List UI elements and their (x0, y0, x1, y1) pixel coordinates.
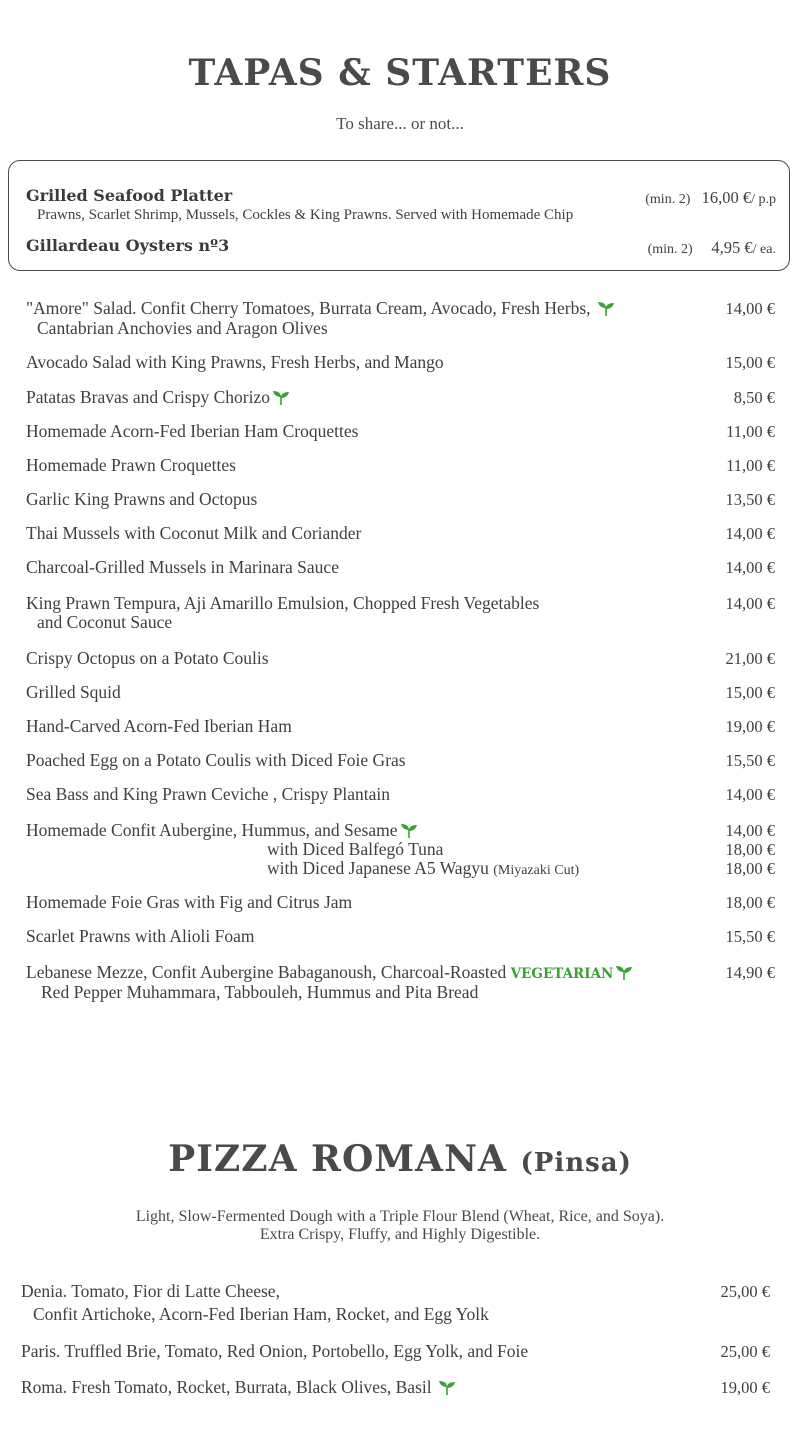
menu-item-desc: and Coconut Sauce (37, 612, 173, 632)
menu-item-price: 21,00 € (725, 649, 775, 668)
menu-item-price: 14,00 € (725, 299, 775, 318)
min-note: (min. 2) (645, 192, 691, 207)
menu-item-price: 19,00 € (720, 1378, 770, 1397)
menu-item-name: Roma. Fresh Tomato, Rocket, Burrata, Black Olives, Basil (21, 1377, 432, 1397)
menu-item-name: Sea Bass and King Prawn Ceviche , Crispy Plantain (26, 784, 391, 804)
menu-item (26, 299, 615, 318)
pizza-title-main: PIZZA ROMANA (168, 1138, 507, 1180)
menu-item-name: King Prawn Tempura, Aji Amarillo Emulsion, Chopped Fresh Vegetables (26, 593, 540, 613)
menu-item-variant-price: 18,00 € (725, 859, 775, 878)
menu-item-name: Poached Egg on a Potato Coulis with Diced Foie Gras (26, 750, 406, 770)
featured-item-price (648, 238, 776, 258)
pizza-description: Extra Crispy, Fluffy, and Highly Digestible. (259, 1226, 541, 1243)
vegetarian-badge: VEGETARIAN (510, 966, 614, 982)
featured-item-desc: Prawns, Scarlet Shrimp, Mussels, Cockles & King Prawns. Served with Homemade Chip (37, 207, 574, 223)
pizza-title (0, 1138, 800, 1180)
menu-item-name: Garlic King Prawns and Octopus (26, 489, 258, 509)
menu-item-variant-price: 18,00 € (725, 840, 775, 859)
menu-item-desc: Red Pepper Muhammara, Tabbouleh, Hummus and Pita Bread (41, 982, 479, 1002)
featured-item-name: Gillardeau Oysters nº3 (26, 236, 230, 255)
sprout-icon (438, 1379, 456, 1395)
featured-item-price (645, 188, 776, 208)
menu-item-price: 25,00 € (720, 1342, 770, 1361)
menu-item-name: Charcoal-Grilled Mussels in Marinara Sauce (26, 557, 339, 577)
menu-item (26, 963, 633, 984)
menu-item-name: Scarlet Prawns with Alioli Foam (26, 926, 255, 946)
menu-item-name: Homemade Foie Gras with Fig and Citrus Jam (26, 892, 353, 912)
menu-item-price: 14,00 € (725, 558, 775, 577)
price-unit: / ea. (752, 242, 776, 257)
variant-name: with Diced Japanese A5 Wagyu (267, 858, 489, 878)
featured-item-name: Grilled Seafood Platter (26, 186, 233, 205)
menu-item-variant: with Diced Balfegó Tuna (267, 839, 444, 859)
menu-item-name: Avocado Salad with King Prawns, Fresh Herbs, and Mango (26, 352, 444, 372)
sprout-icon (400, 822, 418, 838)
pizza-description: Light, Slow-Fermented Dough with a Triple Flour Blend (Wheat, Rice, and Soya). (135, 1208, 665, 1225)
menu-item-name: Homemade Acorn-Fed Iberian Ham Croquettes (26, 421, 359, 441)
menu-item-name: Crispy Octopus on a Potato Coulis (26, 648, 269, 668)
menu-item-name: "Amore" Salad. Confit Cherry Tomatoes, Burrata Cream, Avocado, Fresh Herbs, (26, 298, 591, 318)
menu-item-price: 14,00 € (725, 785, 775, 804)
menu-item (21, 1378, 456, 1397)
menu-item-price: 13,50 € (725, 490, 775, 509)
menu-item-variant (267, 859, 579, 880)
menu-item-price: 18,00 € (725, 893, 775, 912)
menu-item-name: Thai Mussels with Coconut Milk and Coriander (26, 523, 362, 543)
menu-item-name: Patatas Bravas and Crispy Chorizo (26, 387, 270, 407)
pizza-title-suffix: (Pinsa) (520, 1148, 632, 1178)
menu-item-price: 8,50 € (733, 388, 775, 407)
tapas-title: TAPAS & STARTERS (188, 52, 612, 94)
menu-item-price: 14,00 € (725, 821, 775, 840)
price: 4,95 € (711, 238, 753, 257)
menu-item-name: Paris. Truffled Brie, Tomato, Red Onion, Portobello, Egg Yolk, and Foie (21, 1341, 529, 1361)
sprout-icon (597, 300, 615, 316)
menu-item-desc: Cantabrian Anchovies and Aragon Olives (37, 318, 328, 338)
tapas-subtitle: To share... or not... (336, 114, 464, 133)
menu-item-name: Grilled Squid (26, 682, 121, 702)
menu-item-price: 15,50 € (725, 751, 775, 770)
menu-item-price: 14,00 € (725, 524, 775, 543)
menu-item-price: 11,00 € (726, 422, 775, 441)
menu-item (26, 388, 290, 407)
menu-item-price: 14,90 € (725, 963, 775, 982)
min-note: (min. 2) (647, 242, 693, 257)
menu-item-name: Lebanese Mezze, Confit Aubergine Babaganoush, Charcoal-Roasted (26, 962, 507, 982)
menu-item-name: Denia. Tomato, Fior di Latte Cheese, (21, 1281, 280, 1301)
menu-item-name: Homemade Prawn Croquettes (26, 455, 236, 475)
price: 16,00 € (701, 188, 752, 207)
menu-item-price: 15,50 € (725, 927, 775, 946)
sprout-icon (615, 964, 633, 980)
menu-item-price: 25,00 € (720, 1282, 770, 1301)
menu-item-price: 15,00 € (725, 683, 775, 702)
menu-item (26, 821, 418, 840)
menu-item-price: 15,00 € (725, 353, 775, 372)
menu-item-name: Hand-Carved Acorn-Fed Iberian Ham (26, 716, 292, 736)
variant-note: (Miyazaki Cut) (493, 863, 580, 878)
sprout-icon (272, 389, 290, 405)
menu-item-desc: Confit Artichoke, Acorn-Fed Iberian Ham, Rocket, and Egg Yolk (33, 1304, 489, 1324)
price-unit: / p.p (751, 192, 776, 207)
menu-item-price: 14,00 € (725, 594, 775, 613)
menu-item-name: Homemade Confit Aubergine, Hummus, and Sesame (26, 820, 398, 840)
menu-item-price: 11,00 € (726, 456, 775, 475)
menu-item-price: 19,00 € (725, 717, 775, 736)
